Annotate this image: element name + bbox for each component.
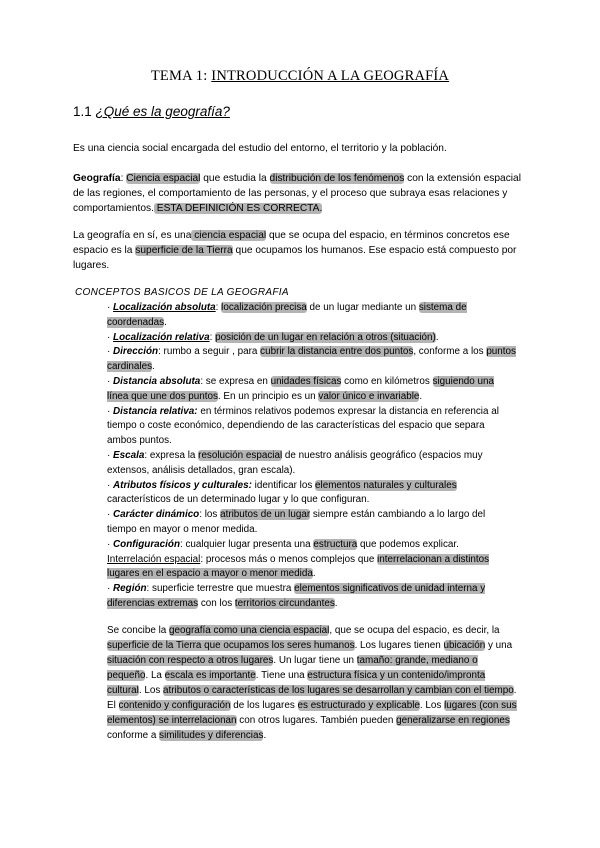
highlight: estructura — [313, 538, 358, 550]
bullet: · — [107, 346, 114, 358]
list-item — [107, 479, 517, 509]
text: . — [435, 331, 439, 343]
highlight: resolución espacial — [198, 449, 283, 461]
highlight: ciencia espacial — [191, 230, 267, 241]
highlight: situación con respecto a otros lugares — [107, 655, 274, 666]
concept-term: Localización absoluta — [113, 302, 216, 313]
list-item — [107, 345, 517, 375]
highlight: posición de un lugar en relación a otros (situación) — [215, 331, 436, 343]
definition-term: Geografía — [73, 173, 121, 184]
text: : los — [199, 509, 221, 521]
highlight: atributos de un lugar — [220, 509, 311, 521]
definition-paragraph — [73, 171, 533, 216]
list-item — [107, 331, 517, 346]
text: . Tiene una — [255, 670, 308, 681]
highlight: superficie de la Tierra que ocupamos los seres humanos — [107, 640, 355, 651]
text: conforme a — [107, 730, 160, 741]
text: de un lugar mediante un — [306, 302, 419, 313]
text: : expresa la — [144, 449, 199, 461]
highlight: similitudes y diferencias — [159, 730, 264, 741]
highlight: lugares (con sus elementos) se interrelacionan — [107, 700, 517, 726]
bullet: · — [107, 583, 114, 595]
highlight: tamaño: grande, mediano o pequeño — [107, 655, 478, 681]
highlight: geografía como una ciencia espacial — [169, 625, 330, 636]
highlight: escala es importante — [164, 670, 256, 681]
text: que podemos explicar. — [357, 538, 459, 550]
concepts-heading: CONCEPTOS BASICOS DE LA GEOGRAFIA — [75, 287, 289, 298]
text: . Los — [138, 685, 163, 696]
concept-term: Interrelación espacial — [107, 553, 201, 565]
highlight: contenido y configuración — [118, 700, 231, 711]
text: que se ocupa del espacio, en términos concretos ese espacio es la — [73, 230, 510, 256]
text: y una — [485, 640, 513, 651]
list-item — [107, 553, 517, 583]
concept-term: Atributos físicos y culturales: — [113, 479, 252, 491]
text: . En un principio es un — [217, 390, 319, 402]
intro-paragraph: Es una ciencia social encargada del estudio del entorno, el territorio y la población. — [73, 143, 447, 154]
concept-term: Distancia absoluta — [113, 375, 201, 387]
highlight: superficie de la Tierra — [135, 245, 233, 256]
highlight: puntos cardinales — [107, 346, 516, 373]
list-item — [107, 508, 517, 538]
highlight: sistema de coordenadas — [107, 302, 467, 328]
highlight: es estructurado y explicable — [297, 700, 420, 711]
highlight: siguiendo una línea que une dos puntos — [107, 375, 495, 402]
text: con los — [198, 597, 235, 609]
bullet: · — [107, 509, 114, 521]
highlight: interrelacionan a distintos lugares en el espacio a mayor o menor medida — [107, 553, 490, 580]
text: con otros lugares. También pueden — [236, 715, 397, 726]
text: Se concibe la — [107, 625, 170, 636]
concept-term: Dirección — [113, 346, 159, 358]
text: . Un lugar tiene un — [273, 655, 357, 666]
highlight: territorios circundantes — [234, 597, 335, 609]
bullet: · — [107, 449, 114, 461]
text: La geografía en sí, es una — [73, 230, 192, 241]
text: . — [419, 390, 423, 402]
text: . — [152, 361, 155, 373]
text: . — [334, 597, 338, 609]
text: identificar los — [251, 479, 316, 491]
section-heading — [73, 104, 230, 119]
text: : superficie terrestre que muestra — [146, 583, 295, 595]
highlight: Ciencia espacial — [126, 173, 201, 184]
text: que estudia la — [200, 173, 270, 184]
bullet: · — [107, 538, 114, 550]
text: . El — [107, 685, 517, 711]
list-item — [107, 582, 517, 612]
text: de nuestro análisis geográfico (espacios muy extensos, análisis detallados, gran escala). — [107, 449, 483, 476]
text: . Los — [419, 700, 445, 711]
list-item — [107, 405, 517, 449]
bullet: · — [107, 479, 114, 491]
bullet: · — [107, 302, 114, 313]
concept-term: Carácter dinámico — [113, 509, 200, 521]
list-item — [107, 375, 517, 405]
text: . — [164, 316, 167, 328]
highlight: ESTA DEFINICIÓN ES CORRECTA. — [153, 203, 323, 214]
concept-term: Localización relativa — [113, 331, 210, 343]
text: : — [120, 173, 127, 184]
text: : se expresa en — [200, 375, 271, 387]
text: , conforme a los — [413, 346, 487, 358]
text: . — [312, 568, 316, 580]
concept-term: Escala — [113, 449, 145, 461]
section-number: 1.1 — [73, 104, 96, 119]
text: con la extensión espacial de las regiones, el comportamiento de las personas, y el proceso que subraya esas relaciones y comportamientos. — [73, 173, 521, 214]
highlight: elementos naturales y culturales — [315, 479, 457, 491]
highlight: valor único e invariable — [318, 390, 420, 402]
list-item — [107, 301, 517, 331]
text: . La — [145, 670, 165, 681]
text: que ocupamos los humanos. Ese espacio está compuesto por lugares. — [73, 245, 517, 271]
text: : — [215, 302, 222, 313]
highlight: cubrir la distancia entre dos puntos — [260, 346, 414, 358]
highlight: ubicación — [443, 640, 486, 651]
highlight: generalizarse en regiones — [396, 715, 510, 726]
title-prefix: TEMA 1: — [150, 68, 212, 84]
geography-paragraph — [73, 228, 533, 273]
bullet: · — [107, 405, 114, 417]
text: característicos de un determinado lugar y lo que configuran. — [107, 494, 370, 506]
summary-paragraph — [107, 623, 519, 743]
text: de los lugares — [230, 700, 298, 711]
text: : rumbo a seguir , para — [158, 346, 261, 358]
text: . — [263, 730, 267, 741]
title-main: INTRODUCCIÓN A LA GEOGRAFÍA — [211, 68, 450, 84]
list-item — [107, 449, 517, 479]
text: : procesos más o menos complejos que — [200, 553, 378, 565]
highlight: localización precisa — [221, 302, 307, 313]
text: siempre están cambiando a lo largo del tiempo en mayor o menor medida. — [107, 509, 486, 535]
highlight: elementos significativos de unidad interna y diferencias extremas — [107, 583, 486, 609]
list-item — [107, 538, 517, 553]
page-title — [0, 68, 600, 85]
bullet: · — [107, 331, 114, 343]
bullet: · — [107, 375, 114, 387]
highlight: distribución de los fenómenos — [269, 173, 405, 184]
section-title: ¿Qué es la geografía? — [95, 104, 230, 119]
text: en términos relativos podemos expresar la distancia en referencia al tiempo o coste económico, dependiendo de las características del espacio que separa ambos puntos. — [107, 405, 499, 447]
concept-term: Configuración — [113, 538, 180, 550]
concept-term: Región — [113, 583, 147, 595]
concepts-list — [107, 301, 517, 612]
highlight: atributos o características de los lugares se desarrollan y cambian con el tiempo — [163, 685, 514, 696]
text: : — [209, 331, 216, 343]
text: como en kilómetros — [341, 375, 433, 387]
text: . Los lugares tienen — [354, 640, 444, 651]
highlight: estructura física y un contenido/impronta cultural — [107, 670, 486, 696]
text: , que se ocupa del espacio, es decir, la — [329, 625, 500, 636]
highlight: unidades físicas — [270, 375, 342, 387]
text: : cualquier lugar presenta una — [179, 538, 314, 550]
concept-term: Distancia relativa: — [113, 405, 198, 417]
